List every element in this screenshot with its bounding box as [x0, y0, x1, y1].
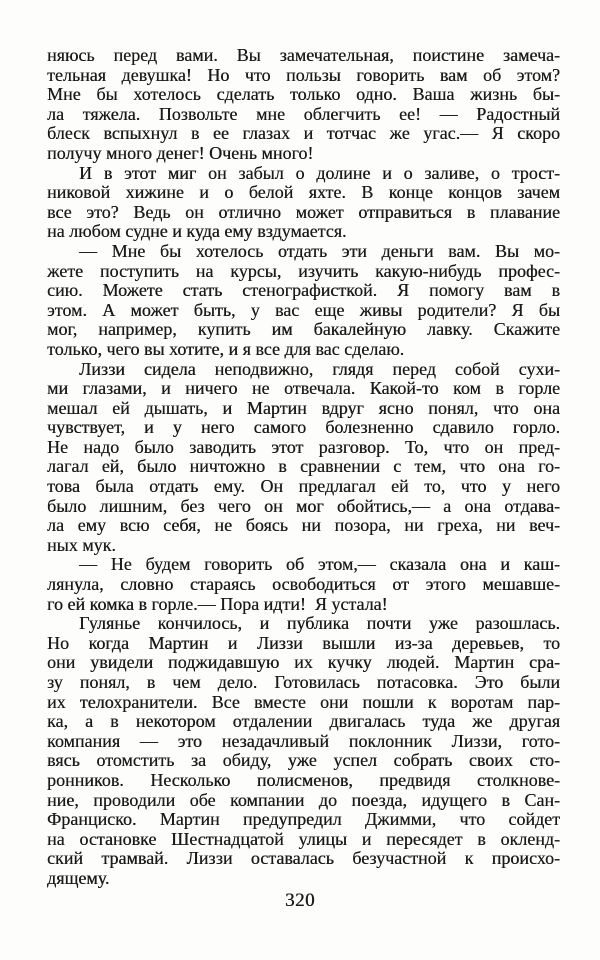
text-line: — Не будем говорить об этом,— сказала она и каш-: [79, 554, 560, 575]
text-line: няюсь перед вами. Вы замечательная, поистине замеча-: [47, 45, 560, 65]
text-line: вясь отомстить за обиду, уже успел собрать своих сто-: [47, 750, 560, 771]
text-line: лагал ей, было ничтожно в сравнении с тем, что она го-: [47, 456, 560, 477]
text-line: Франциско. Мартин предупредил Джимми, что сойдет: [47, 809, 560, 830]
text-line: их телохранители. Все вместе они пошли к воротам пар-: [47, 691, 560, 712]
text-line: Гулянье кончилось, и публика почти уже разошлась.: [79, 613, 560, 634]
text-line: го ей комка в горле.— Пора идти! Я устала!: [47, 593, 388, 614]
text-line: тельная девушка! Но что пользы говорить вам об этом?: [47, 64, 560, 85]
text-line: лянула, словно стараясь освободиться от этого мешавше-: [47, 574, 560, 595]
text-line: ка, а в некотором отдалении двигалась туда же другая: [47, 711, 560, 732]
text-line: компания — это незадачливый поклонник Лиззи, гото-: [47, 730, 560, 751]
text-line: ных мук.: [47, 534, 116, 555]
text-line: было лишним, без чего он мог обойтись,— а она отдава-: [47, 495, 560, 516]
text-line: на любом судне и куда ему вздумается.: [47, 221, 347, 242]
page-number: 320: [285, 890, 315, 911]
text-line: ла тяжела. Позвольте мне облегчить ее! — Радостный: [47, 103, 560, 124]
text-line: мешал ей дышать, и Мартин вдруг ясно понял, что она: [47, 397, 560, 418]
text-line: Не надо было заводить этот разговор. То, что он пред-: [47, 436, 560, 457]
text-line: блеск вспыхнул в ее глазах и тотчас же угас.— Я скоро: [47, 123, 560, 144]
text-line: никовой хижине и о белой яхте. В конце концов зачем: [47, 182, 560, 203]
text-line: все это? Ведь он отлично может отправиться в плавание: [47, 201, 560, 222]
text-line: сию. Можете стать стенографисткой. Я помогу вам в: [47, 280, 560, 301]
text-line: этом. А может быть, у вас еще живы родители? Я бы: [47, 299, 560, 320]
text-line: Мне бы хотелось сделать только одно. Ваша жизнь бы-: [47, 84, 560, 105]
text-line: ронников. Несколько полисменов, предвидя столкнове-: [47, 769, 560, 790]
text-line: — Мне бы хотелось отдать эти деньги вам. Вы мо-: [79, 240, 560, 261]
page-text-block: [47, 46, 560, 889]
text-line: ми глазами, и ничего не отвечала. Какой-то ком в горле: [47, 378, 560, 399]
text-line: ние, проводили обе компании до поезда, идущего в Сан-: [47, 789, 560, 810]
text-line: И в этот миг он забыл о долине и о заливе, о трост-: [79, 162, 560, 183]
text-line: они увидели поджидавшую их кучку людей. Мартин сра-: [47, 652, 560, 673]
text-line: получу много денег! Очень много!: [47, 142, 314, 163]
text-line: дящему.: [47, 867, 110, 888]
text-line: ла ему всю себя, не боясь ни позора, ни греха, ни веч-: [47, 515, 560, 536]
text-line: на остановке Шестнадцатой улицы и пересядет в окленд-: [47, 828, 560, 849]
text-line: жете поступить на курсы, изучить какую-нибудь профес-: [47, 260, 560, 281]
text-line: Лиззи сидела неподвижно, глядя перед собой сухи-: [79, 358, 560, 379]
text-line: ский трамвай. Лиззи оставалась безучастной к происхо-: [47, 848, 560, 869]
text-line: зу понял, в чем дело. Готовилась потасовка. Это были: [47, 672, 560, 692]
text-line: только, чего вы хотите, и я все для вас сделаю.: [47, 338, 405, 359]
text-line: това была отдать ему. Он предлагал ей то, что у него: [47, 476, 560, 497]
text-line: Но когда Мартин и Лиззи вышли из-за деревьев, то: [47, 632, 560, 653]
text-line: чувствует, и у него самого болезненно сдавило горло.: [47, 417, 560, 438]
text-line: мог, например, купить им бакалейную лавку. Скажите: [47, 319, 560, 340]
